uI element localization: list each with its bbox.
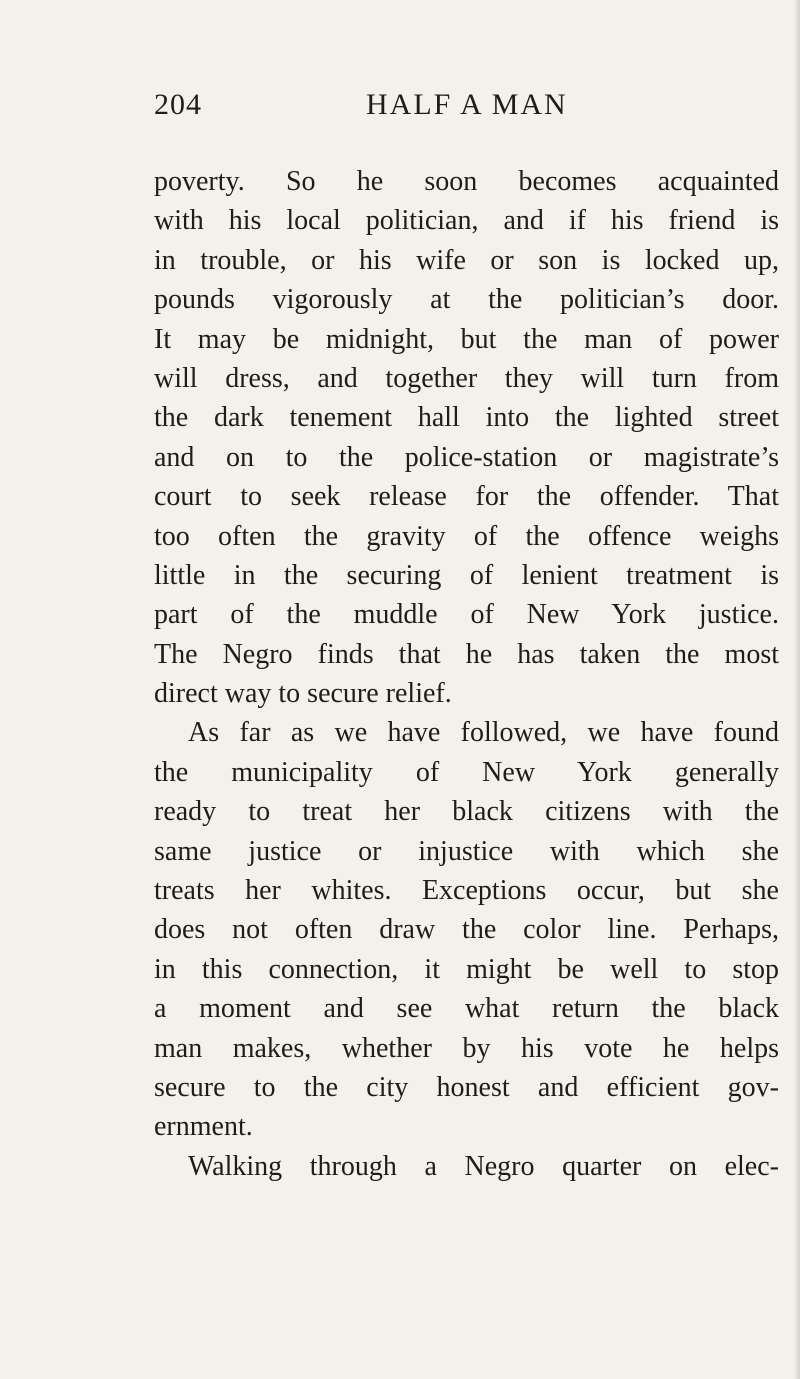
text-line: will dress, and together they will turn from [154, 362, 779, 394]
text-line: It may be midnight, but the man of power [154, 323, 779, 355]
text-line: poverty. So he soon becomes acquainted [154, 166, 779, 197]
text-line: pounds vigorously at the politician’s door. [154, 284, 779, 316]
text-line: does not often draw the color line. Perhaps, [154, 914, 779, 946]
text-line: As far as we have followed, we have found [188, 717, 779, 749]
text-line: with his local politician, and if his friend is [154, 205, 779, 237]
text-line: direct way to secure relief. [154, 678, 452, 710]
running-title: HALF A MAN [366, 88, 568, 121]
text-line: man makes, whether by his vote he helps [154, 1032, 779, 1064]
text-line: Walking through a Negro quarter on elec- [188, 1150, 779, 1182]
text-line: The Negro finds that he has taken the most [154, 638, 779, 670]
body-text [154, 162, 779, 1186]
text-line: in this connection, it might be well to stop [154, 953, 779, 985]
text-line: same justice or injustice with which she [154, 835, 779, 867]
text-line: the municipality of New York generally [154, 756, 779, 788]
page-number: 204 [154, 88, 202, 121]
text-line: part of the muddle of New York justice. [154, 599, 779, 631]
text-line: a moment and see what return the black [154, 993, 779, 1025]
text-line: too often the gravity of the offence weighs [154, 520, 779, 552]
text-line: in trouble, or his wife or son is locked up, [154, 244, 779, 276]
text-line: treats her whites. Exceptions occur, but she [154, 875, 779, 907]
text-line: ernment. [154, 1111, 253, 1143]
page-header [154, 88, 794, 138]
text-line: secure to the city honest and efficient gov- [154, 1071, 779, 1103]
text-line: little in the securing of lenient treatment is [154, 559, 779, 591]
page-edge-shadow [794, 0, 800, 1379]
text-line: and on to the police-station or magistrate’s [154, 441, 779, 473]
text-line: the dark tenement hall into the lighted street [154, 402, 779, 434]
text-line: ready to treat her black citizens with the [154, 796, 779, 828]
text-line: court to seek release for the offender. That [154, 481, 779, 513]
